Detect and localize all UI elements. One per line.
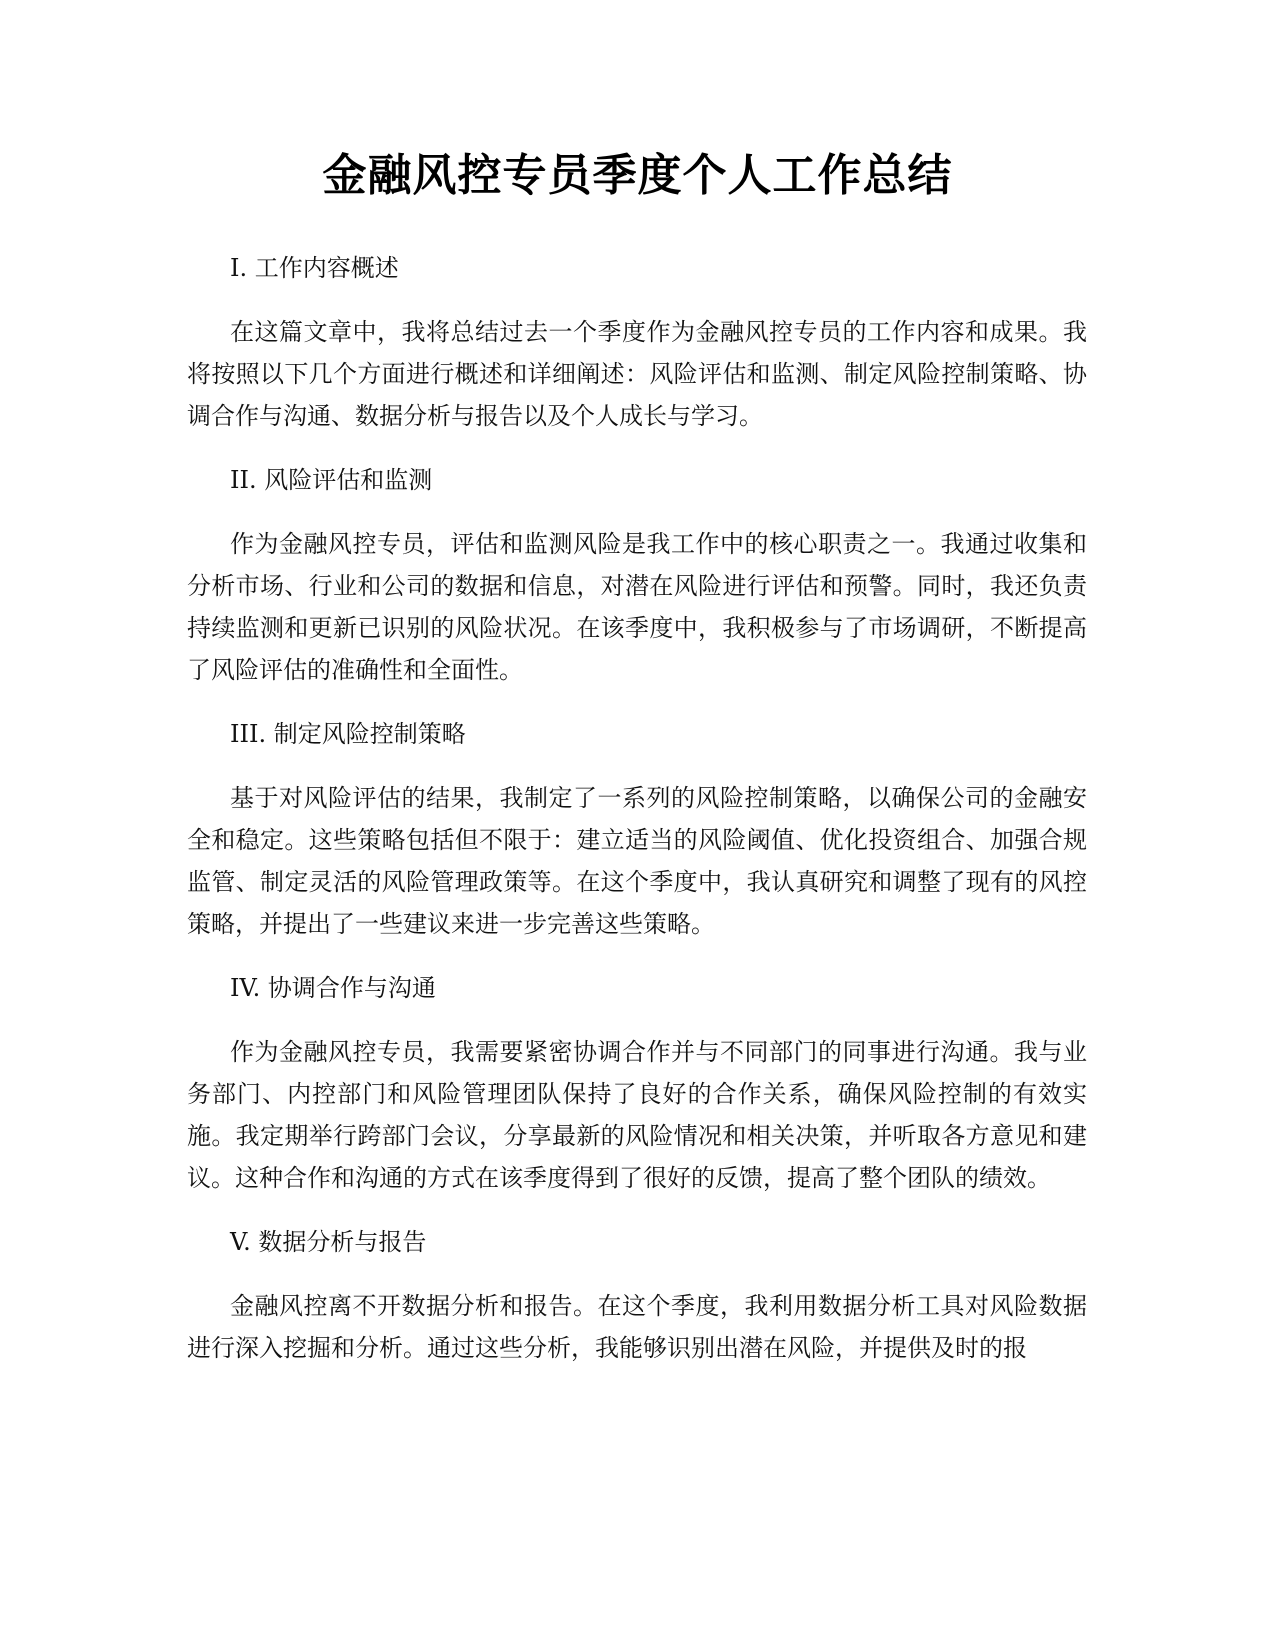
section-paragraph-risk-strategy: 基于对风险评估的结果，我制定了一系列的风险控制策略，以确保公司的金融安全和稳定。这些策略包括但不限于：建立适当的风险阈值、优化投资组合、加强合规监管、制定灵活的风险管理政策等。在这个季度中，我认真研究和调整了现有的风控策略，并提出了一些建议来进一步完善这些策略。 bbox=[187, 784, 1087, 938]
section-paragraph-overview: 在这篇文章中，我将总结过去一个季度作为金融风控专员的工作内容和成果。我将按照以下几个方面进行概述和详细阐述：风险评估和监测、制定风险控制策略、协调合作与沟通、数据分析与报告以及个人成长与学习。 bbox=[187, 318, 1087, 430]
document-body bbox=[187, 247, 1087, 1369]
section-heading-data-analysis: V. 数据分析与报告 bbox=[230, 1228, 427, 1256]
section-paragraph-collaboration: 作为金融风控专员，我需要紧密协调合作并与不同部门的同事进行沟通。我与业务部门、内控部门和风险管理团队保持了良好的合作关系，确保风险控制的有效实施。我定期举行跨部门会议，分享最新的风险情况和相关决策，并听取各方意见和建议。这种合作和沟通的方式在该季度得到了很好的反馈，提高了整个团队的绩效。 bbox=[187, 1038, 1087, 1192]
section-heading-collaboration: IV. 协调合作与沟通 bbox=[230, 974, 436, 1002]
section-paragraph-data-analysis: 金融风控离不开数据分析和报告。在这个季度，我利用数据分析工具对风险数据进行深入挖掘和分析。通过这些分析，我能够识别出潜在风险，并提供及时的报 bbox=[187, 1292, 1087, 1362]
section-paragraph-risk-assessment: 作为金融风控专员，评估和监测风险是我工作中的核心职责之一。我通过收集和分析市场、行业和公司的数据和信息，对潜在风险进行评估和预警。同时，我还负责持续监测和更新已识别的风险状况。在该季度中，我积极参与了市场调研，不断提高了风险评估的准确性和全面性。 bbox=[187, 530, 1087, 684]
section-heading-risk-strategy: III. 制定风险控制策略 bbox=[230, 720, 466, 748]
section-heading-overview: I. 工作内容概述 bbox=[230, 254, 399, 282]
document-title: 金融风控专员季度个人工作总结 bbox=[322, 150, 953, 201]
section-heading-risk-assessment: II. 风险评估和监测 bbox=[230, 466, 433, 494]
